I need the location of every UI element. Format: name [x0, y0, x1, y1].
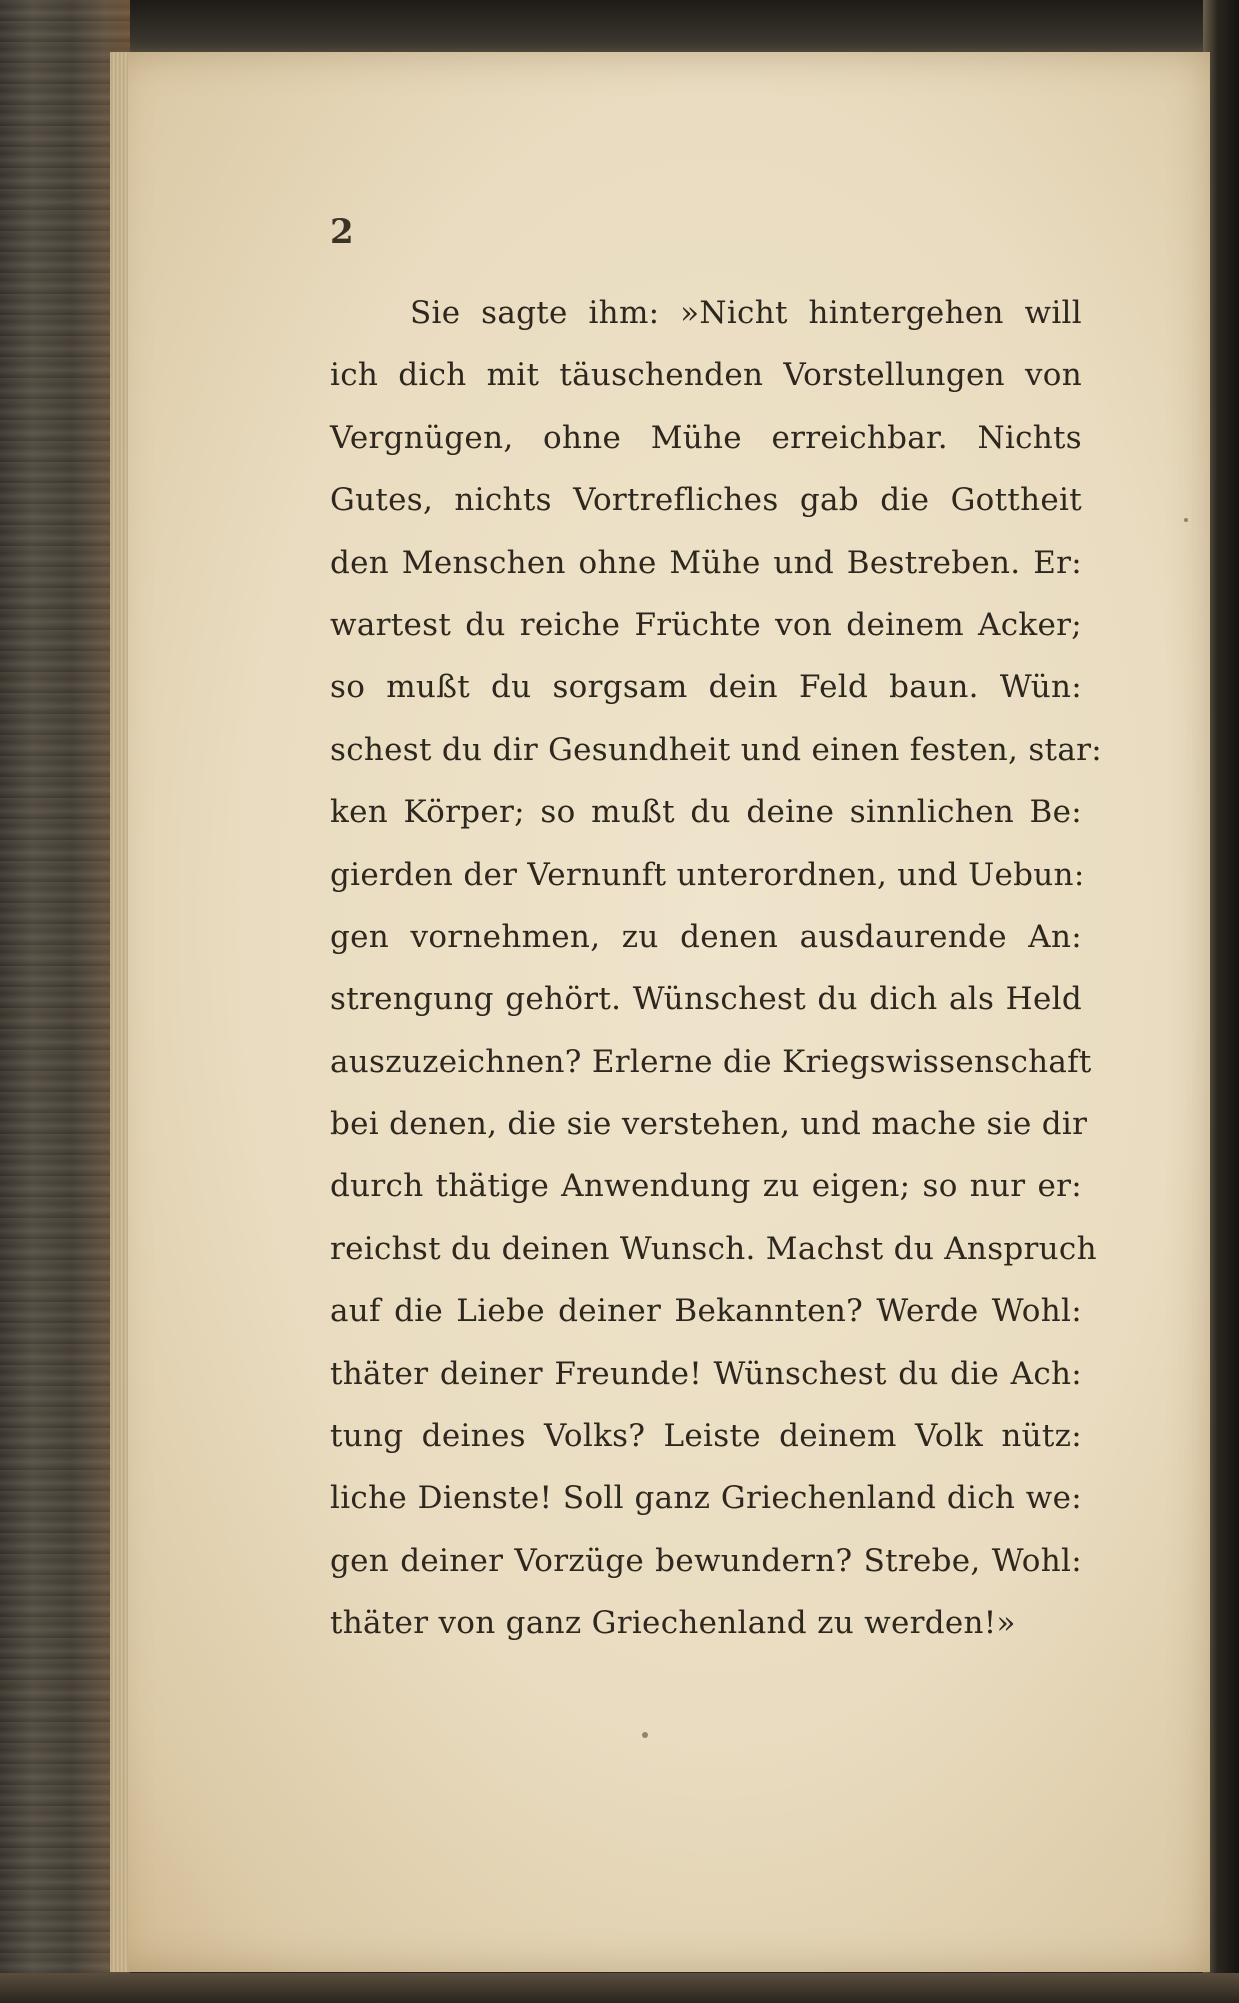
paper-speck [642, 1732, 648, 1738]
body-text [330, 282, 1102, 1655]
text-line: ken Körper; so mußt du deine sinnlichen Be: [330, 794, 1082, 831]
text-line: gen deiner Vorzüge bewundern? Strebe, Wohl: [330, 1542, 1082, 1579]
text-line: tung deines Volks? Leiste deinem Volk nütz: [330, 1418, 1082, 1455]
text-line: bei denen, die sie verstehen, und mache sie dir [330, 1106, 1088, 1143]
text-line: gen vornehmen, zu denen ausdaurende An: [330, 918, 1082, 955]
page-edge-stack [110, 52, 128, 1972]
text-line: strengung gehört. Wünschest du dich als Held [330, 981, 1082, 1018]
text-line: wartest du reiche Früchte von deinem Acker; [330, 606, 1082, 643]
text-line: reichst du deinen Wunsch. Machst du Anspruch [330, 1230, 1097, 1267]
text-line: thäter von ganz Griechenland zu werden!» [330, 1605, 1016, 1642]
text-line: durch thätige Anwendung zu eigen; so nur er: [330, 1168, 1082, 1205]
text-line: schest du dir Gesundheit und einen festen, star: [330, 731, 1102, 768]
text-line: den Menschen ohne Mühe und Bestreben. Er: [330, 544, 1082, 581]
paper-speck [1184, 518, 1188, 522]
page-number: 2 [330, 212, 354, 252]
text-line: so mußt du sorgsam dein Feld baun. Wün: [330, 669, 1082, 706]
book-top-edge [0, 0, 1239, 60]
text-line: Gutes, nichts Vortrefliches gab die Gottheit [330, 482, 1082, 519]
text-line: Vergnügen, ohne Mühe erreichbar. Nichts [330, 419, 1082, 456]
text-line: liche Dienste! Soll ganz Griechenland dich we: [330, 1480, 1082, 1517]
text-line: auszuzeichnen? Erlerne die Kriegswissenschaft [330, 1043, 1092, 1080]
text-line: auf die Liebe deiner Bekannten? Werde Wohl: [330, 1293, 1082, 1330]
book-bottom-edge [0, 1973, 1239, 2003]
text-line: gierden der Vernunft unterordnen, und Uebun: [330, 856, 1085, 893]
text-line: ich dich mit täuschenden Vorstellungen von [330, 357, 1082, 394]
text-line: thäter deiner Freunde! Wünschest du die Ach: [330, 1355, 1082, 1392]
text-line: Sie sagte ihm: »Nicht hintergehen will [410, 295, 1082, 331]
